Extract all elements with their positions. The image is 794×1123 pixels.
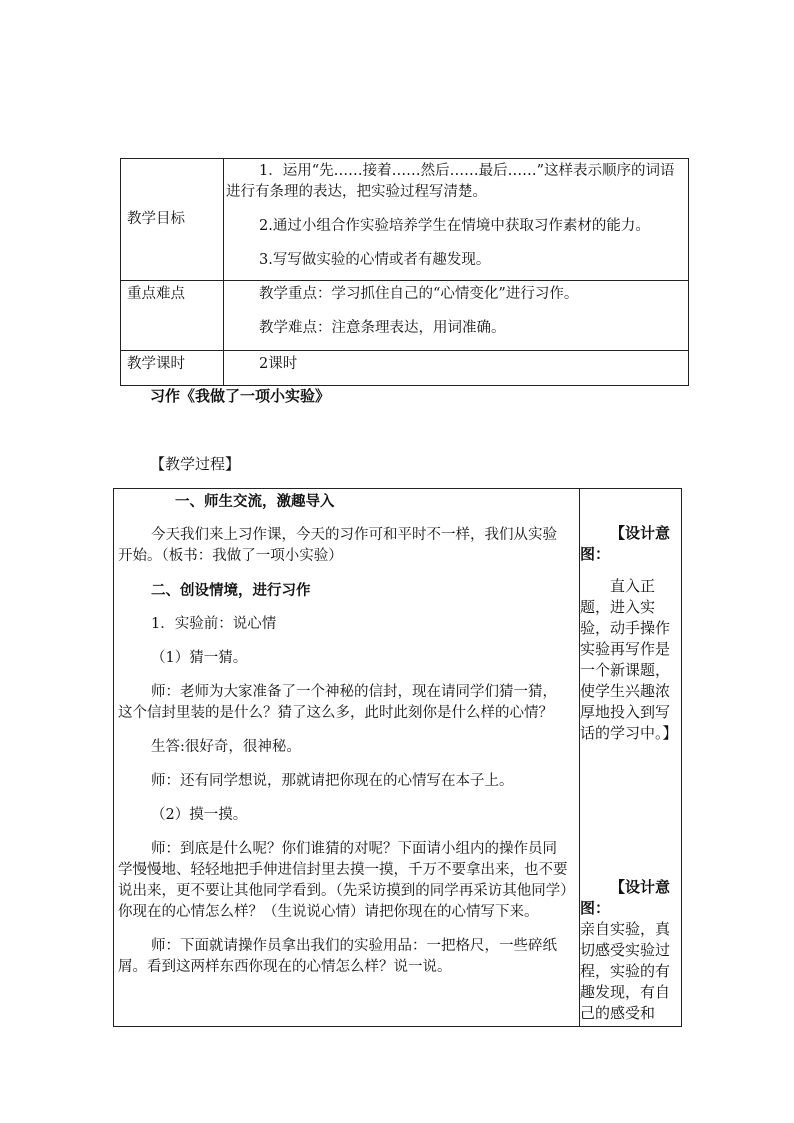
substep-guess: （1）猜一猜。: [151, 650, 248, 666]
difficulty-point: 教学难点：注意条理表达，用词准确。: [259, 320, 506, 336]
process-main-cell: [114, 489, 580, 1027]
lesson-title: 习作《我做了一项小实验》: [150, 387, 331, 405]
objectives-label: 教学目标: [127, 211, 185, 227]
section-heading-2: 二、创设情境，进行习作: [151, 582, 311, 599]
design-note-1-heading: 【设计意图：: [580, 524, 671, 563]
step-1: 1．实验前：说心情: [151, 616, 277, 632]
objective-2: 2.通过小组合作实验培养学生在情境中获取习作素材的能力。: [259, 218, 650, 234]
objective-1: 1．运用“先……接着……然后……最后……”这样表示顺序的词语进行有条理的表达，把实验过程写清楚。: [226, 163, 675, 200]
design-note-2: [580, 877, 681, 1024]
key-points-label: 重点难点: [127, 286, 185, 302]
objectives-row: [121, 159, 689, 281]
process-label: 【教学过程】: [150, 455, 241, 473]
student-answer: 生答:很好奇，很神秘。: [151, 739, 301, 755]
class-hours-label: 教学课时: [127, 356, 185, 372]
section-heading-1: 一、师生交流，激趣导入: [175, 493, 335, 510]
guess-paragraph: 师：老师为大家准备了一个神秘的信封，现在请同学们猜一猜，这个信封里装的是什么？猜了这么多，此时此刻你是什么样的心情？: [118, 684, 557, 721]
key-point: 教学重点：学习抓住自己的“心情变化”进行习作。: [259, 286, 579, 302]
key-points-row: [121, 281, 689, 351]
process-table: [113, 488, 682, 1027]
design-notes-cell: [580, 489, 682, 1027]
design-note-2-body: 亲自实验，真切感受实验过程，实验的有趣发现，有自己的感受和: [580, 920, 671, 1022]
substep-touch: （2）摸一摸。: [151, 807, 248, 823]
design-note-2-heading: 【设计意图：: [580, 878, 671, 917]
class-hours-row: [121, 351, 689, 386]
intro-paragraph: 今天我们来上习作课，今天的习作可和平时不一样，我们从实验开始。（板书：我做了一项小实验）: [118, 527, 557, 564]
design-note-1: [580, 523, 681, 744]
touch-paragraph: 师：到底是什么呢？你们谁猜的对呢？下面请小组内的操作员同学慢慢地、轻轻地把手伸进信封里去摸一摸，千万不要拿出来，也不要说出来，更不要让其他同学看到。（先采访摸到的同学再采访其他同学）你现在的心情怎么样？（生说说心情）请把你现在的心情写下来。: [118, 841, 568, 920]
design-note-1-body: 直入正题，进入实验，动手操作实验再写作是一个新课题，使学生兴趣浓厚地投入到写话的学习中。】: [580, 577, 678, 742]
objective-3: 3.写写做实验的心情或者有趣发现。: [259, 252, 491, 268]
class-hours-value: 2课时: [259, 356, 298, 372]
tools-paragraph: 师：下面就请操作员拿出我们的实验用品：一把格尺，一些碎纸屑。看到这两样东西你现在的心情怎么样？说一说。: [118, 938, 557, 975]
write-paragraph: 师：还有同学想说，那就请把你现在的心情写在本子上。: [151, 773, 514, 789]
objectives-table: [120, 158, 689, 386]
